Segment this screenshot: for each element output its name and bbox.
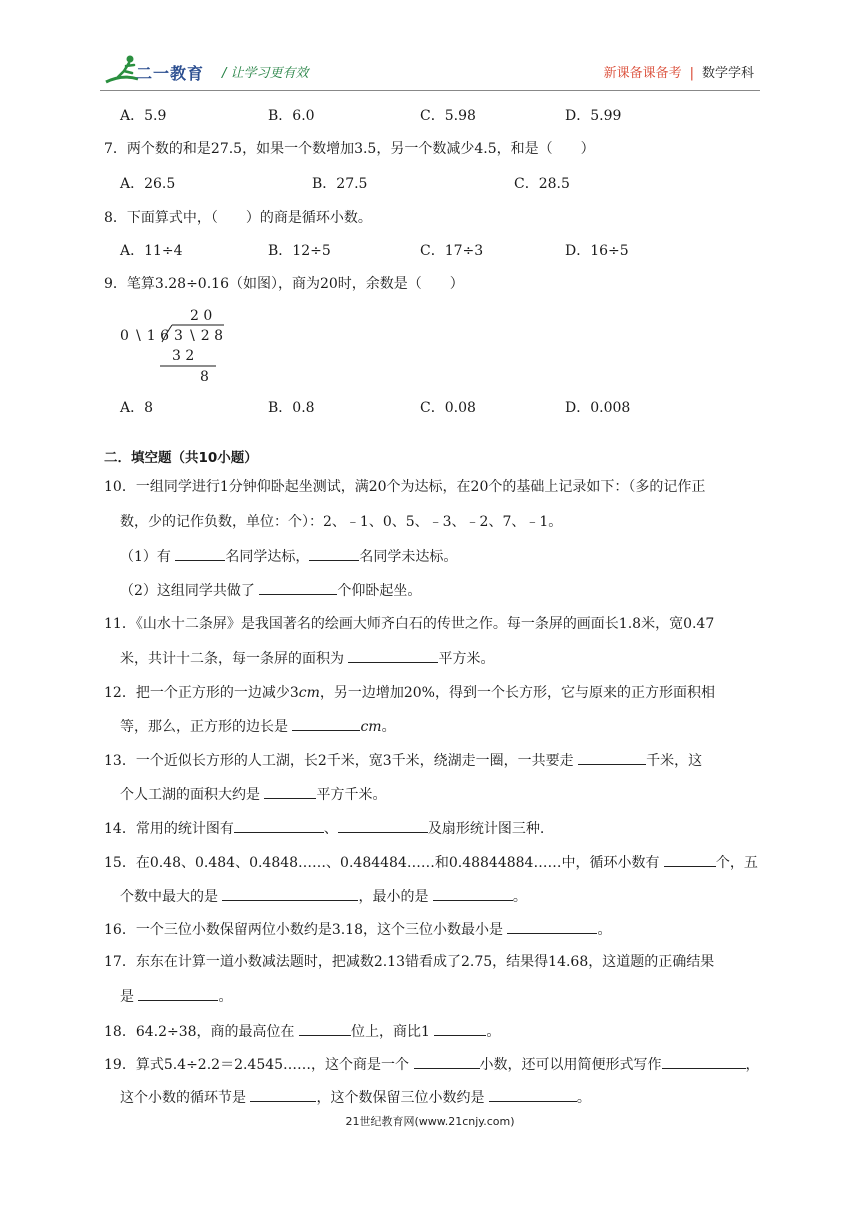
- q11-line2: [120, 648, 494, 669]
- header-separator: |: [689, 66, 694, 81]
- q7-option-a: A．26.5: [120, 176, 176, 192]
- q17-line2: [120, 986, 232, 1007]
- q12-line1-a: 12．把一个正方形的一边减少3: [104, 685, 299, 701]
- q12-line2: [120, 716, 396, 737]
- answer-blank[interactable]: [578, 750, 646, 765]
- answer-blank[interactable]: [138, 986, 218, 1001]
- q17-line1: 17．东东在计算一道小数减法题时，把减数2.13错看成了2.75，结果得14.68，这道题的正确结果: [104, 954, 715, 970]
- q12-unit: cm: [360, 719, 382, 735]
- q8-option-a: A．11÷4: [120, 243, 183, 259]
- q14: [104, 818, 544, 839]
- q9-option-b: B．0.8: [268, 400, 315, 416]
- q19-line1-a: 19．算式5.4÷2.2＝2.4545……，这个商是一个: [104, 1057, 414, 1073]
- q10-sub1-a: （1）有: [120, 549, 176, 565]
- page-footer: 21世纪教育网(www.21cnjy.com): [345, 1115, 515, 1128]
- header-divider: [100, 90, 760, 91]
- header-subject: 数学学科: [701, 66, 754, 81]
- q12-line2-a: 等，那么，正方形的边长是: [120, 719, 293, 735]
- q13-line1-a: 13．一个近似长方形的人工湖，长2千米，宽3千米，绕湖走一圈，一共要走: [104, 753, 579, 769]
- q10-sub2: [120, 580, 421, 601]
- q12-line1: [104, 683, 715, 703]
- q7-option-c: C．28.5: [514, 176, 570, 192]
- q10-sub1-b: 名同学达标，: [225, 549, 310, 565]
- q11-line1: 11．《山水十二条屏》是我国著名的绘画大师齐白石的传世之作。每一条屏的画面长1.8米，宽0.47: [104, 616, 715, 632]
- q15-line1-a: 15．在0.48、0.484、0.4848……、0.484484……和0.48844884……中，循环小数有: [104, 855, 664, 871]
- q10-line1: 10．一组同学进行1分钟仰卧起坐测试，满20个为达标，在20个的基础上记录如下：（多的记作正: [104, 479, 706, 495]
- q9-option-d: D．0.008: [565, 400, 631, 416]
- header-right: [604, 62, 754, 81]
- q18-b: 位上，商比1: [350, 1024, 435, 1040]
- q10-line2: 数，少的记作负数，单位：个）：2、﹣1、0、5、﹣3、﹣2、7、﹣1。: [120, 514, 563, 530]
- q19-line1-b: 小数，还可以用简便形式写作: [479, 1057, 662, 1073]
- q19-line1-c: ，: [745, 1057, 760, 1073]
- q18: [104, 1021, 500, 1042]
- answer-blank[interactable]: [489, 1087, 577, 1102]
- division-dividend: 3 ∖ 2 8: [174, 328, 223, 344]
- q15-line2-c: 。: [512, 889, 527, 905]
- q15-line1: [104, 852, 758, 873]
- answer-blank[interactable]: [433, 886, 513, 901]
- answer-blank[interactable]: [222, 886, 358, 901]
- long-division-figure: [118, 304, 238, 386]
- page-header: [100, 52, 760, 92]
- q8-option-d: D．16÷5: [565, 243, 629, 259]
- q12-unit: cm: [298, 685, 320, 701]
- q10-sub2-a: （2）这组同学共做了: [120, 583, 260, 599]
- q19-line2-a: 这个小数的循环节是: [120, 1090, 251, 1106]
- q16: [104, 919, 611, 940]
- q13-line2-a: 个人工湖的面积大约是: [120, 787, 265, 803]
- answer-blank[interactable]: [175, 546, 225, 561]
- q13-line2: [120, 784, 386, 805]
- q9-option-c: C．0.08: [420, 400, 476, 416]
- q12-line1-b: ，另一边增加20%，得到一个长方形，它与原来的正方形面积相: [319, 685, 715, 701]
- section-title: 二．填空题（共10小题）: [104, 450, 258, 466]
- header-course-label: 新课备课备考: [603, 66, 682, 81]
- slogan: / 让学习更有效: [222, 66, 309, 81]
- q14-b: 、: [323, 821, 338, 837]
- answer-blank[interactable]: [264, 784, 316, 799]
- q7-option-b: B．27.5: [312, 176, 368, 192]
- brand-name: 二一教育: [136, 64, 205, 83]
- q19-line2: [120, 1087, 591, 1108]
- answer-blank[interactable]: [299, 1021, 351, 1036]
- answer-blank[interactable]: [259, 580, 337, 595]
- q15-line2-b: ，最小的是: [358, 889, 433, 905]
- q17-line2-a: 是: [120, 989, 139, 1005]
- division-product: 3 2: [172, 348, 195, 364]
- q12-line2-b: 。: [381, 719, 396, 735]
- q10-sub1: [120, 546, 457, 567]
- q19-line2-c: 。: [576, 1090, 591, 1106]
- q7-stem: 7．两个数的和是27.5，如果一个数增加3.5，另一个数减少4.5，和是（ ）: [104, 141, 595, 157]
- answer-blank[interactable]: [348, 648, 438, 663]
- q11-line2-a: 米，共计十二条，每一条屏的面积为: [120, 651, 349, 667]
- q9-stem: 9．笔算3.28÷0.16（如图），商为20时，余数是（ ）: [104, 276, 464, 292]
- q13-line2-b: 平方千米。: [316, 787, 387, 803]
- q17-line2-b: 。: [218, 989, 233, 1005]
- q9-option-a: A．8: [120, 400, 154, 416]
- answer-blank[interactable]: [292, 716, 360, 731]
- q10-sub2-b: 个仰卧起坐。: [337, 583, 422, 599]
- answer-blank[interactable]: [662, 1054, 746, 1069]
- answer-blank[interactable]: [234, 818, 324, 833]
- q6-option-b: B．6.0: [268, 108, 315, 124]
- q13-line1-b: 千米，这: [646, 753, 703, 769]
- division-remainder: 8: [200, 369, 209, 385]
- q15-line2: [120, 886, 527, 907]
- q8-option-c: C．17÷3: [420, 243, 484, 259]
- q19-line2-b: ，这个数保留三位小数约是: [316, 1090, 489, 1106]
- q19-line1: [104, 1054, 760, 1075]
- q13-line1: [104, 750, 702, 771]
- q16-a: 16．一个三位小数保留两位小数约是3.18，这个三位小数最小是: [104, 922, 508, 938]
- answer-blank[interactable]: [309, 546, 359, 561]
- q16-b: 。: [597, 922, 612, 938]
- division-quotient: 2 0: [190, 308, 213, 324]
- q6-option-d: D．5.99: [565, 108, 622, 124]
- answer-blank[interactable]: [664, 852, 716, 867]
- answer-blank[interactable]: [338, 818, 428, 833]
- answer-blank[interactable]: [250, 1087, 316, 1102]
- answer-blank[interactable]: [414, 1054, 480, 1069]
- q18-c: 。: [486, 1024, 501, 1040]
- q18-a: 18．64.2÷38，商的最高位在: [104, 1024, 299, 1040]
- q8-stem: 8．下面算式中，（ ）的商是循环小数。: [104, 210, 372, 226]
- q14-a: 14．常用的统计图有: [104, 821, 234, 837]
- answer-blank[interactable]: [507, 919, 597, 934]
- q15-line1-b: 个，五: [715, 855, 758, 871]
- q11-line2-b: 平方米。: [438, 651, 495, 667]
- q14-c: 及扇形统计图三种.: [427, 821, 545, 837]
- q6-option-c: C．5.98: [420, 108, 476, 124]
- q15-line2-a: 个数中最大的是: [120, 889, 223, 905]
- answer-blank[interactable]: [434, 1021, 486, 1036]
- q6-option-a: A．5.9: [120, 108, 167, 124]
- q10-sub1-c: 名同学未达标。: [359, 549, 458, 565]
- q8-option-b: B．12÷5: [268, 243, 331, 259]
- division-divisor: 0 ∖ 1 6: [120, 328, 169, 344]
